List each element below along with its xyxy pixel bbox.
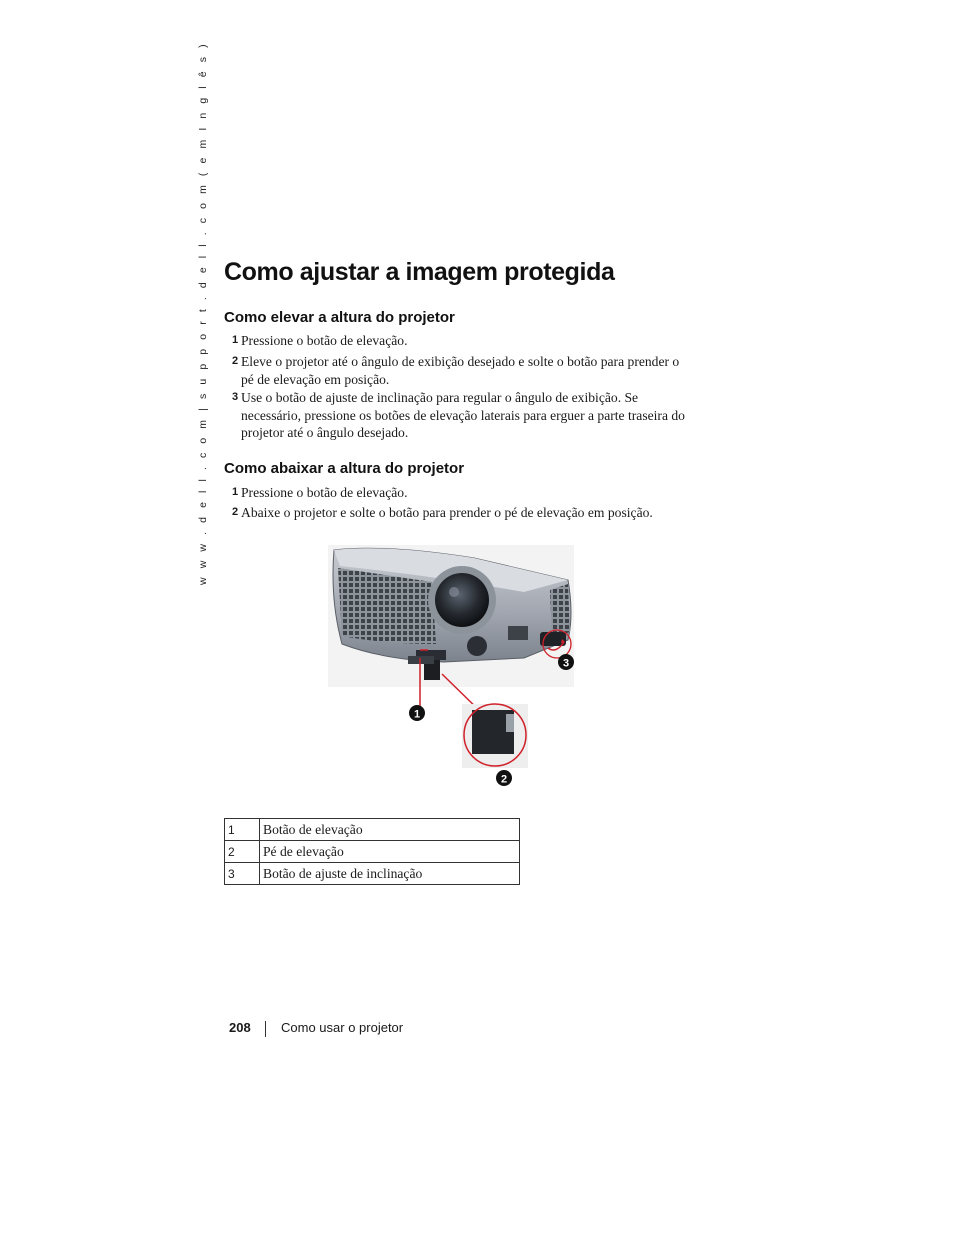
legend-label: Botão de elevação	[260, 819, 520, 841]
side-url-text: w w w . d e l l . c o m | s u p p o r t . d e l l . c o m ( e m I n g l ê s )	[197, 41, 209, 585]
foot-detail-inset	[462, 704, 528, 768]
callout-badge-2	[496, 770, 512, 786]
legend-label: Pé de elevação	[260, 841, 520, 863]
step-number: 1	[232, 334, 239, 346]
callout-number: 3	[562, 657, 570, 670]
legend-number: 3	[225, 863, 260, 885]
lower-heading: Como abaixar a altura do projetor	[224, 460, 465, 477]
step-text: Pressione o botão de elevação.	[241, 485, 408, 500]
legend-number: 2	[225, 841, 260, 863]
raise-step-1	[232, 332, 692, 350]
page-number: 208	[229, 1020, 251, 1035]
step-text: Use o botão de ajuste de inclinação para regular o ângulo de exibição. Se necessário, pressione os botões de elevação laterais para erguer a parte traseira do projetor até o ângulo desejado.	[241, 390, 685, 440]
step-text: Eleve o projetor até o ângulo de exibição desejado e solte o botão para prender o pé de elevação em posição.	[241, 354, 680, 387]
legend-number: 1	[225, 819, 260, 841]
projector-figure	[324, 540, 584, 800]
step-text: Abaixe o projetor e solte o botão para prender o pé de elevação em posição.	[241, 505, 653, 520]
footer-divider	[265, 1021, 266, 1037]
callout-badge-3	[558, 654, 574, 670]
lower-step-2	[232, 504, 692, 522]
lower-step-1	[232, 484, 692, 502]
callout-number: 2	[500, 773, 508, 786]
step-number: 2	[232, 355, 239, 367]
raise-step-2	[232, 353, 692, 388]
table-row	[225, 819, 520, 841]
step-number: 3	[232, 391, 239, 403]
callout-badge-1	[409, 705, 425, 721]
raise-heading: Como elevar a altura do projetor	[224, 309, 455, 326]
step-number: 2	[232, 506, 239, 518]
raise-step-3	[232, 389, 692, 442]
legend-label: Botão de ajuste de inclinação	[260, 863, 520, 885]
step-text: Pressione o botão de elevação.	[241, 333, 408, 348]
page-title: Como ajustar a imagem protegida	[224, 258, 615, 286]
table-row	[225, 841, 520, 863]
callout-legend-table	[224, 818, 520, 885]
footer-section-title: Como usar o projetor	[281, 1020, 404, 1035]
step-number: 1	[232, 486, 239, 498]
callout-number: 1	[413, 708, 421, 721]
table-row	[225, 863, 520, 885]
